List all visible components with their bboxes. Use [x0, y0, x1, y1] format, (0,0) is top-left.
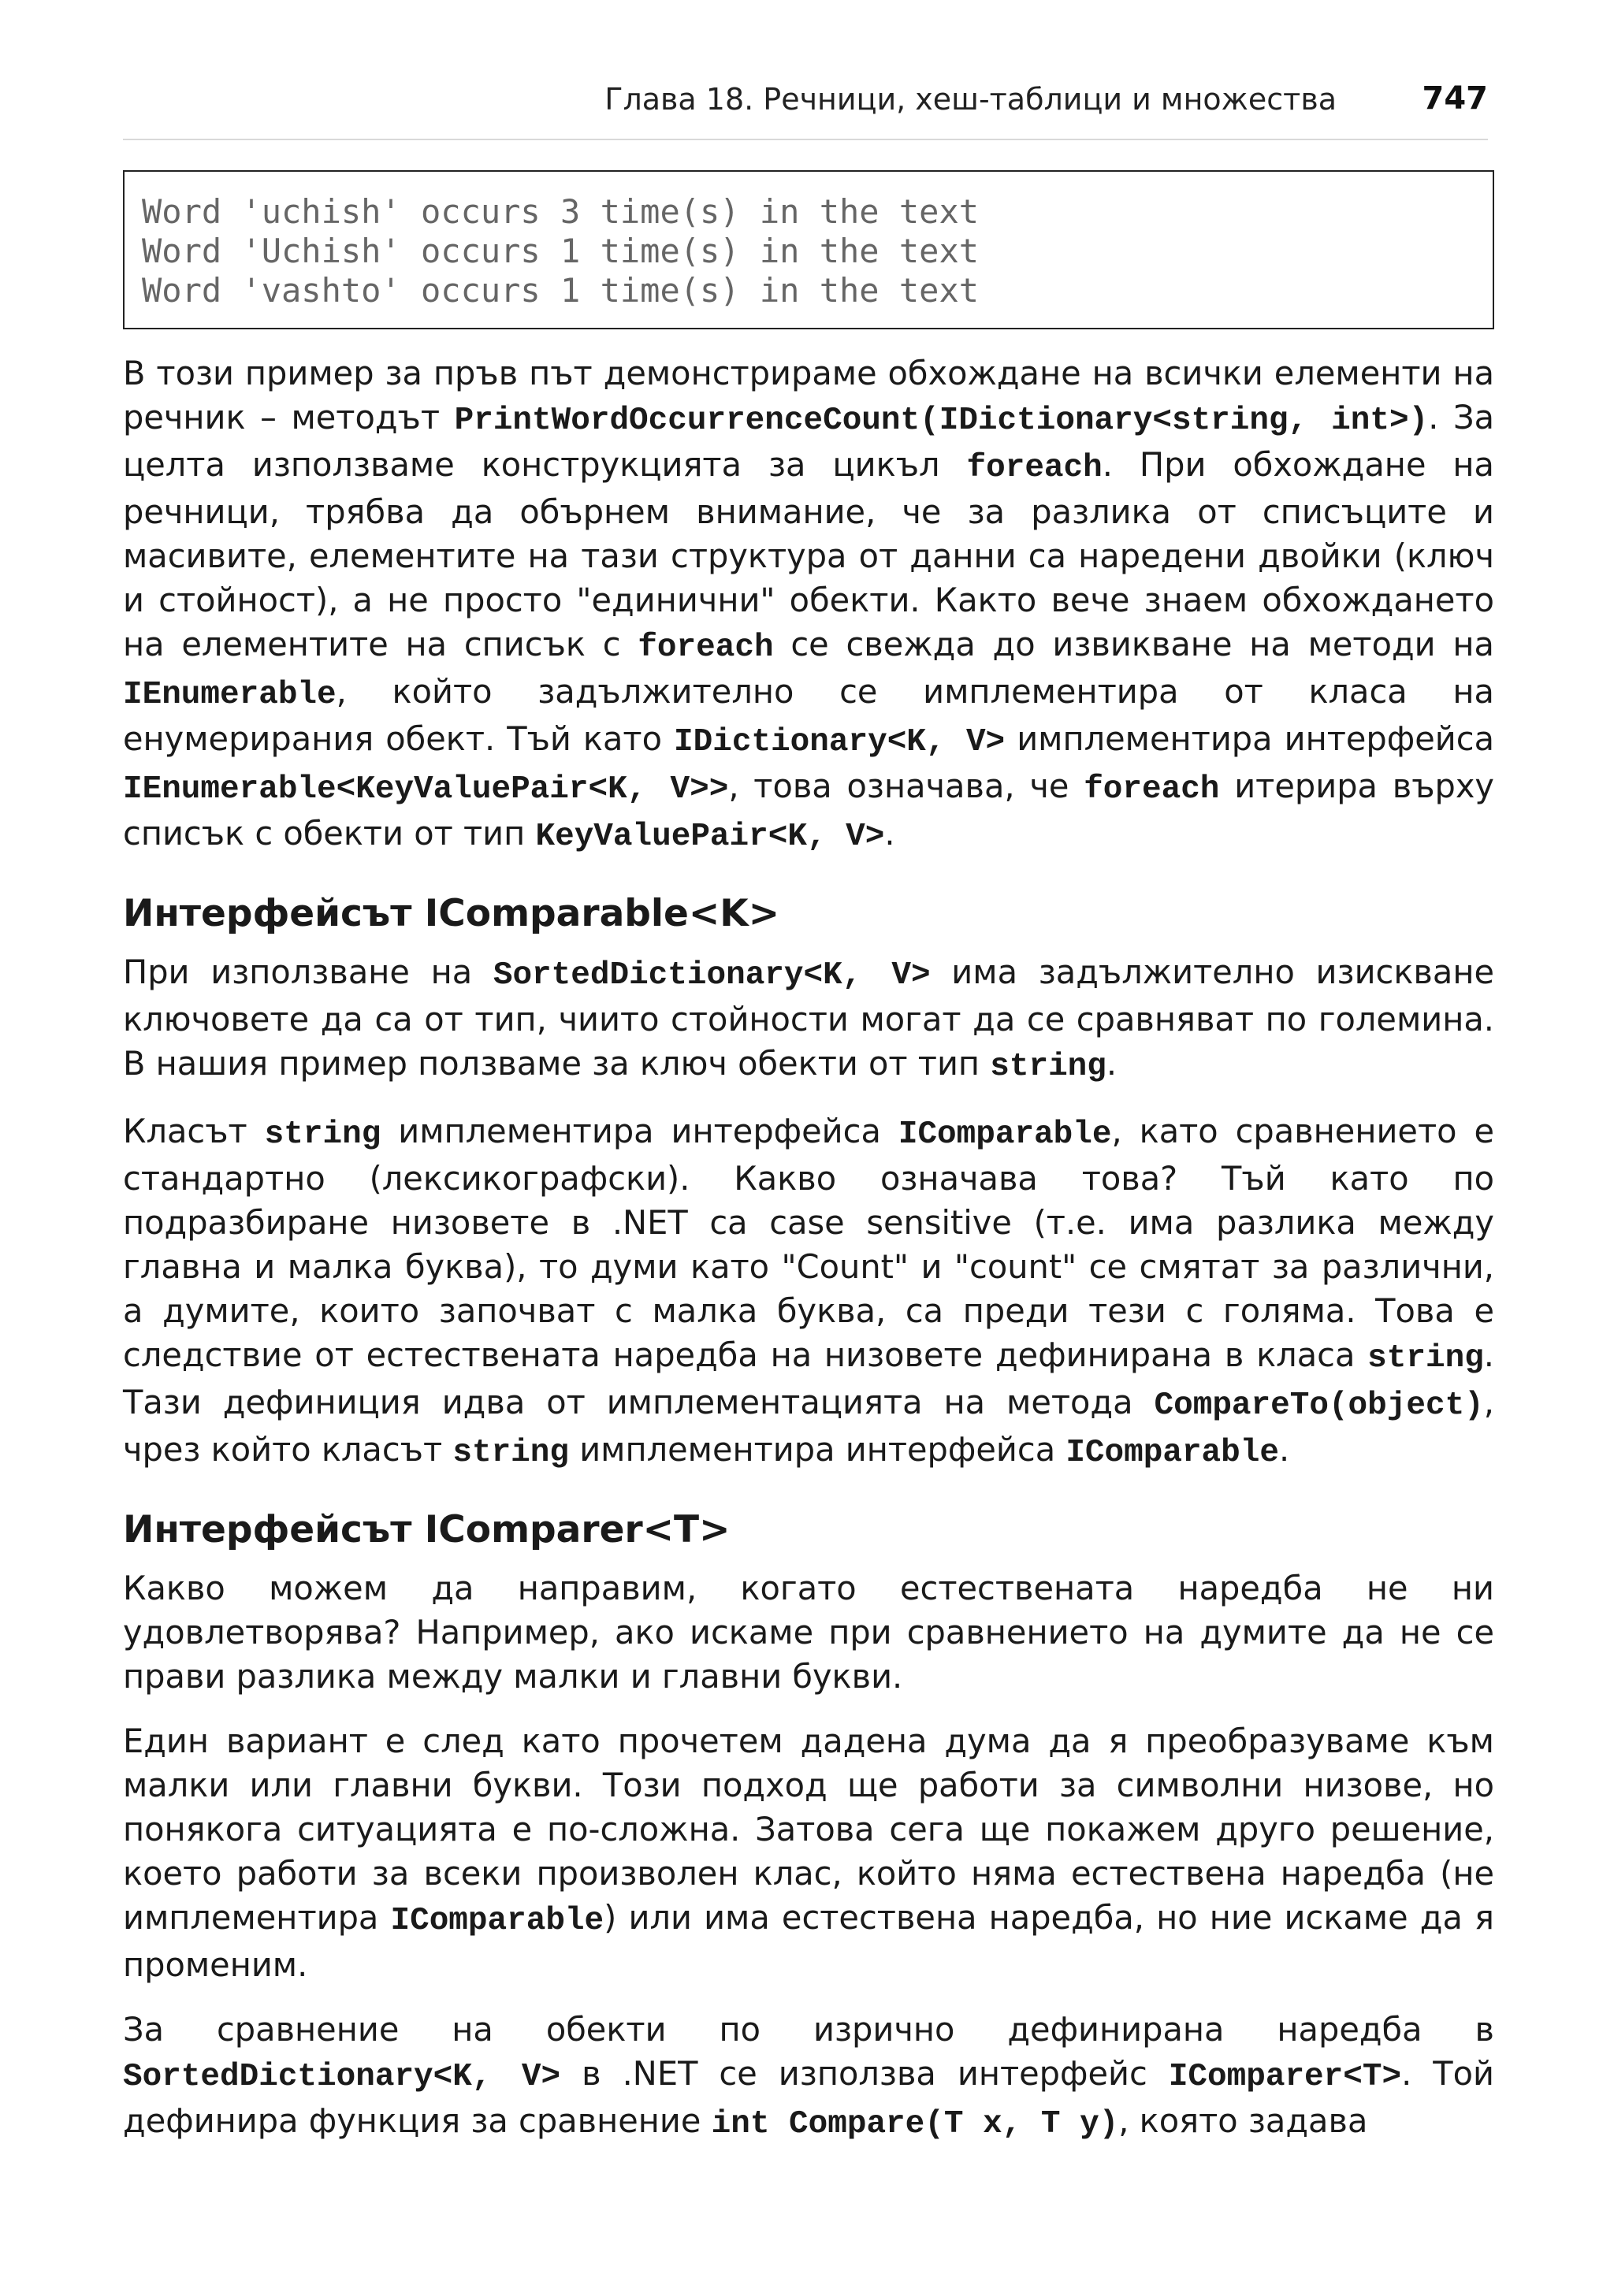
paragraph-icomparer-definition [123, 2008, 1494, 2146]
inline-code: foreach [966, 450, 1103, 486]
text: . За целта използваме конструкцията за цикъл [123, 398, 1495, 484]
paragraph-natural-order-question: Какво можем да направим, когато естествената наредба не ни удовлетворява? Например, ако искаме при сравнението на думите да не се прави разлика между малки и главни букви. [123, 1569, 1494, 1696]
text: , това означава, че [728, 767, 1084, 805]
inline-code: string [990, 1049, 1106, 1085]
text: При използване на [123, 953, 493, 991]
text: , който задължително се имплементира от класа на енумерирания обект. Тъй като [123, 672, 1494, 758]
text: . [1278, 1430, 1290, 1469]
inline-code: IComparable [390, 1903, 604, 1939]
inline-code: string [452, 1435, 569, 1471]
inline-code: IEnumerable [123, 677, 337, 713]
inline-code: PrintWordOccurrenceCount(IDictionary<string, int>) [454, 403, 1429, 439]
text: . [1106, 1044, 1118, 1083]
inline-code: IComparer<T> [1168, 2059, 1402, 2095]
paragraph-foreach-explanation [123, 351, 1494, 859]
text: . [884, 814, 895, 853]
text: За сравнение на обекти по изрично дефинирана наредба в [123, 2010, 1494, 2049]
text: итерира върху списък с обекти от тип [123, 767, 1494, 853]
chapter-title: Глава 18. Речници, хеш-таблици и множества [604, 82, 1337, 117]
text: се свежда до извикване на методи на [773, 625, 1494, 663]
text: . Тази дефиниция идва от имплементацията на метода [123, 1336, 1494, 1421]
paragraph-string-comparison [123, 1109, 1494, 1475]
text: В този пример за пръв път демонстрираме обхождане на всички елементи на речник – методът [123, 354, 1494, 437]
page-header [123, 72, 1488, 140]
book-page [123, 72, 1494, 2146]
inline-code: IComparable [898, 1116, 1112, 1153]
inline-code: CompareTo(object) [1154, 1388, 1484, 1424]
text: Един вариант е след като прочетем дадена дума да я преобразуваме към малки или главни букви. Този подход ще работи за символни низове, но понякога ситуацията е по-сложна. Затова сега ще покажем друго решение, което работи за всеки произволен клас, който няма естествена наредба (не имплементира [123, 1722, 1494, 1937]
text: . При обхождане на речници, трябва да обърнем внимание, че за разлика от списъците и масивите, елементите на тази структура от данни са наредени двойки (ключ и стойност), а не просто "единични" обекти. Както вече знаем обхождането на елементите на списък с [123, 445, 1494, 663]
inline-code: foreach [638, 630, 774, 666]
inline-code: IDictionary<K, V> [674, 724, 1006, 760]
paragraph-alternative-solution [123, 1719, 1494, 1987]
inline-code: SortedDictionary<K, V> [493, 957, 931, 994]
section-heading-icomparer: Интерфейсът IComparer<T> [123, 1508, 731, 1551]
inline-code: IComparable [1065, 1435, 1279, 1471]
console-output-line: Word 'uchish' occurs 3 time(s) in the text [142, 192, 980, 231]
text: Класът [123, 1112, 265, 1150]
text: има задължително изискване ключовете да са от тип, чиито стойности могат да се сравняват по големина. В нашия пример ползваме за ключ обекти от тип [123, 953, 1494, 1083]
inline-code: SortedDictionary<K, V> [123, 2059, 561, 2095]
section-heading-icomparable: Интерфейсът IComparable<K> [123, 892, 780, 935]
inline-code: string [264, 1116, 381, 1153]
inline-code: int Compare(T x, T y) [711, 2106, 1119, 2142]
console-output-line: Word 'Uchish' occurs 1 time(s) in the text [142, 232, 980, 270]
console-output-box [123, 170, 1494, 329]
text: , чрез който класът [123, 1383, 1494, 1469]
inline-code: KeyValuePair<K, V> [535, 819, 885, 855]
paragraph-sorteddictionary-requirement [123, 950, 1494, 1089]
inline-code: IEnumerable<KeyValuePair<K, V>> [123, 771, 729, 808]
text: имплементира интерфейса [1005, 719, 1494, 758]
text: в .NET се използва интерфейс [560, 2054, 1169, 2093]
text: ) или има естествена наредба, но ние искаме да я променим. [123, 1898, 1494, 1984]
console-output-line: Word 'vashto' occurs 1 time(s) in the text [142, 271, 980, 310]
inline-code: string [1367, 1340, 1484, 1376]
text: . Той дефинира функция за сравнение [123, 2054, 1494, 2140]
text: имплементира интерфейса [381, 1112, 898, 1150]
inline-code: foreach [1084, 771, 1220, 808]
text: , като сравнението е стандартно (лексикографски). Какво означава това? Тъй като по подразбиране низовете в .NET са case sensitive (т.е. има разлика между главна и малка буква), то думи като "Count" и "count" се смятат за различни, а думите, които започват с малка буква, са преди тези с голяма. Това е следствие от естествената наредба на низовете дефинирана в класа [123, 1112, 1494, 1374]
text: имплементира интерфейса [569, 1430, 1066, 1469]
text: , която задава [1118, 2101, 1368, 2140]
page-number: 747 [1422, 80, 1488, 117]
